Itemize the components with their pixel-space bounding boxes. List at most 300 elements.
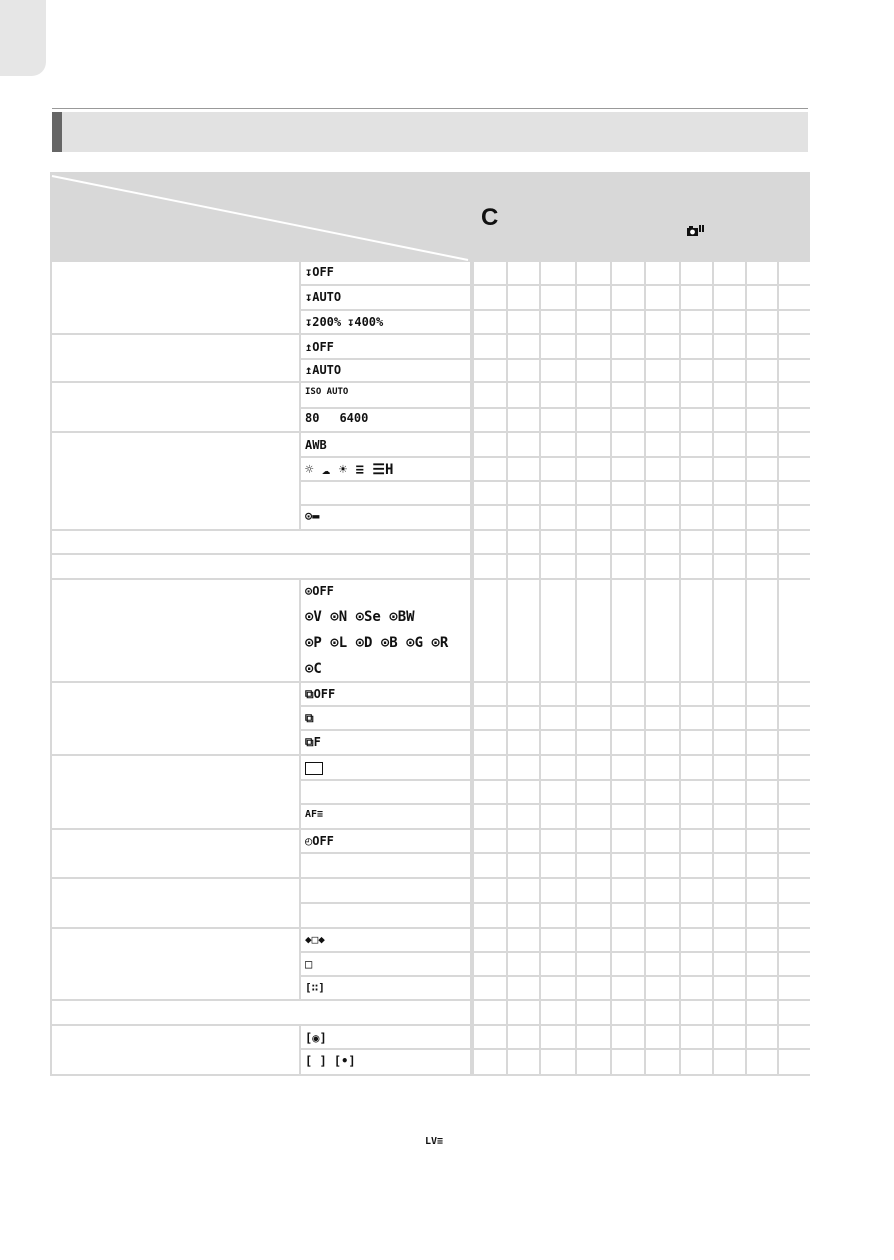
mode-cell — [577, 335, 610, 358]
mode-cell — [577, 555, 610, 578]
mode-cell — [577, 854, 610, 877]
mode-cell — [681, 383, 712, 407]
mode-cell — [779, 383, 810, 407]
mode-cell — [714, 904, 745, 927]
mode-cell — [747, 781, 777, 803]
mode-cell — [474, 555, 506, 578]
mode-cell — [779, 879, 810, 902]
mode-cell — [681, 781, 712, 803]
mode-cell — [747, 555, 777, 578]
mode-cell — [577, 756, 610, 779]
mode-cell — [779, 1050, 810, 1074]
mode-cell — [474, 580, 506, 681]
mode-cell — [714, 286, 745, 309]
mode-cell — [474, 482, 506, 504]
mode-cell — [681, 409, 712, 431]
mode-cell — [612, 854, 644, 877]
mode-cell — [577, 879, 610, 902]
mode-cell — [747, 335, 777, 358]
mode-cell — [474, 904, 506, 927]
mode-cell — [612, 731, 644, 754]
mode-cell — [646, 953, 679, 975]
mode-cell — [681, 731, 712, 754]
mode-cell — [646, 1026, 679, 1048]
mode-c-label: C — [481, 204, 499, 231]
flash-auto-icon: ↧AUTO — [305, 290, 342, 304]
mode-cell — [747, 683, 777, 705]
mode-cell — [612, 286, 644, 309]
mode-cell — [646, 383, 679, 407]
my-colors-row2-icons: ⊙P ⊙L ⊙D ⊙B ⊙G ⊙R — [305, 635, 449, 651]
header-scene-cell — [779, 204, 810, 260]
mode-cell — [474, 311, 506, 333]
mode-cell — [508, 731, 539, 754]
mode-cell — [747, 580, 777, 681]
mode-cell — [747, 879, 777, 902]
mode-cell — [779, 929, 810, 951]
mode-cell — [508, 311, 539, 333]
mode-cell — [541, 929, 575, 951]
mode-cell — [541, 506, 575, 529]
mode-cell — [577, 805, 610, 828]
mode-cell — [612, 929, 644, 951]
mode-cell — [508, 555, 539, 578]
mode-cell — [747, 830, 777, 852]
awb-icon: AWB — [305, 438, 327, 452]
redeye-auto-icon: ↥AUTO — [305, 363, 342, 377]
mode-cell — [612, 805, 644, 828]
mode-cell — [474, 1001, 506, 1024]
mode-cell — [508, 531, 539, 553]
mode-cell — [541, 879, 575, 902]
flash-compensation-icons: ↧200% ↧400% — [305, 315, 384, 329]
mode-cell — [612, 555, 644, 578]
mode-cell — [646, 360, 679, 381]
mode-cell — [779, 805, 810, 828]
mode-cell — [474, 977, 506, 999]
mode-cell — [779, 335, 810, 358]
header-mode-cell — [508, 174, 539, 260]
drive-continuous-af-icon: AF≡ — [305, 809, 324, 820]
mode-cell — [612, 531, 644, 553]
my-colors-row3-icons: ⊙C — [305, 661, 322, 677]
mode-cell — [474, 409, 506, 431]
mode-cell — [646, 1001, 679, 1024]
camera-scene-icon — [686, 224, 706, 238]
mode-cell — [474, 731, 506, 754]
drive-single-icon — [305, 762, 323, 775]
mode-cell — [646, 286, 679, 309]
mode-cell — [541, 335, 575, 358]
mode-cell — [714, 805, 745, 828]
row-option-cell — [301, 929, 470, 951]
exposure-bracketing-icon: ⧉ — [305, 711, 314, 725]
mode-cell — [714, 458, 745, 480]
mode-cell — [681, 683, 712, 705]
mode-cell — [681, 830, 712, 852]
mode-cell — [779, 433, 810, 456]
mode-cell — [747, 458, 777, 480]
mode-cell — [474, 458, 506, 480]
row-option-cell — [301, 904, 470, 927]
mode-cell — [541, 707, 575, 729]
mode-cell — [612, 953, 644, 975]
mode-cell — [541, 555, 575, 578]
mode-cell — [681, 1050, 712, 1074]
mode-cell — [681, 311, 712, 333]
mode-cell — [779, 506, 810, 529]
mode-cell — [681, 482, 712, 504]
mode-cell — [779, 953, 810, 975]
mode-cell — [508, 1050, 539, 1074]
row-label-cell — [52, 433, 299, 529]
mode-cell — [612, 683, 644, 705]
row-label-cell-wide — [52, 531, 470, 553]
mode-cell — [747, 409, 777, 431]
row-label-cell — [52, 929, 299, 999]
metering-evaluative-icon: [◉] — [305, 1031, 327, 1045]
mode-cell — [681, 1001, 712, 1024]
mode-cell — [646, 781, 679, 803]
row-label-cell — [52, 335, 299, 381]
mode-cell — [474, 707, 506, 729]
row-option-cell — [301, 707, 470, 729]
mode-cell — [714, 756, 745, 779]
continuous-lv-icon: LV≡ — [425, 1136, 444, 1147]
mode-cell — [646, 262, 679, 284]
mode-cell — [714, 555, 745, 578]
mode-cell — [612, 360, 644, 381]
mode-cell — [714, 580, 745, 681]
mode-cell — [646, 929, 679, 951]
mode-cell — [541, 458, 575, 480]
my-colors-off-icon: ⊙OFF — [305, 584, 334, 598]
mode-cell — [508, 433, 539, 456]
mode-cell — [541, 311, 575, 333]
mode-cell — [747, 707, 777, 729]
mode-cell — [508, 953, 539, 975]
mode-cell — [646, 904, 679, 927]
mode-cell — [714, 409, 745, 431]
mode-cell — [474, 262, 506, 284]
mode-cell — [646, 854, 679, 877]
af-frame-face-icon: [∷] — [305, 981, 325, 994]
mode-cell — [714, 1001, 745, 1024]
mode-cell — [646, 756, 679, 779]
mode-cell — [508, 977, 539, 999]
mode-cell — [646, 506, 679, 529]
mode-cell — [681, 506, 712, 529]
mode-cell — [577, 409, 610, 431]
metering-centerweighted-spot-icons: [ ] [•] — [305, 1054, 356, 1068]
mode-cell — [747, 531, 777, 553]
iso-auto-icon: ISO AUTO — [305, 387, 349, 397]
row-label-cell-wide — [52, 1001, 470, 1024]
row-label-cell — [52, 683, 299, 754]
mode-cell — [681, 929, 712, 951]
mode-cell — [612, 904, 644, 927]
mode-cell — [612, 383, 644, 407]
iso-range-icons: 80 6400 — [305, 411, 369, 425]
function-availability-table — [50, 172, 810, 1076]
mode-cell — [714, 977, 745, 999]
mode-cell — [779, 286, 810, 309]
mode-cell — [714, 383, 745, 407]
mode-cell — [681, 531, 712, 553]
mode-cell — [577, 904, 610, 927]
mode-cell — [646, 580, 679, 681]
header-scene-cell — [747, 204, 777, 260]
mode-cell — [612, 1026, 644, 1048]
mode-cell — [714, 953, 745, 975]
mode-cell — [779, 854, 810, 877]
mode-cell — [646, 555, 679, 578]
mode-cell — [577, 286, 610, 309]
section-header-bar — [52, 112, 808, 152]
mode-cell — [747, 1050, 777, 1074]
mode-cell — [714, 1050, 745, 1074]
mode-cell — [714, 1026, 745, 1048]
mode-cell — [612, 830, 644, 852]
mode-cell — [474, 830, 506, 852]
mode-cell — [714, 707, 745, 729]
mode-cell — [714, 433, 745, 456]
mode-cell — [747, 1001, 777, 1024]
mode-cell — [508, 1026, 539, 1048]
row-label-cell — [52, 1026, 299, 1074]
mode-cell — [779, 1001, 810, 1024]
mode-cell — [541, 1026, 575, 1048]
mode-cell — [646, 977, 679, 999]
mode-cell — [508, 409, 539, 431]
mode-cell — [474, 781, 506, 803]
mode-cell — [646, 731, 679, 754]
mode-cell — [681, 360, 712, 381]
mode-cell — [779, 531, 810, 553]
mode-cell — [779, 977, 810, 999]
mode-cell — [541, 262, 575, 284]
mode-cell — [577, 781, 610, 803]
mode-cell — [747, 953, 777, 975]
mode-cell — [577, 683, 610, 705]
mode-cell — [779, 1026, 810, 1048]
mode-cell — [474, 854, 506, 877]
mode-cell — [508, 360, 539, 381]
mode-cell — [474, 433, 506, 456]
mode-cell — [747, 904, 777, 927]
mode-cell — [541, 1050, 575, 1074]
row-option-cell — [301, 805, 470, 828]
mode-cell — [714, 360, 745, 381]
mode-cell — [577, 707, 610, 729]
mode-cell — [541, 854, 575, 877]
mode-cell — [747, 929, 777, 951]
mode-cell — [508, 929, 539, 951]
mode-cell — [508, 830, 539, 852]
mode-cell — [474, 506, 506, 529]
row-option-cell — [301, 731, 470, 754]
mode-cell — [474, 286, 506, 309]
mode-cell — [646, 482, 679, 504]
mode-cell — [508, 458, 539, 480]
flash-off-icon: ↧OFF — [305, 265, 334, 279]
mode-cell — [474, 1050, 506, 1074]
mode-cell — [681, 335, 712, 358]
mode-cell — [779, 311, 810, 333]
mode-cell — [779, 781, 810, 803]
bracketing-off-icon: ⧉OFF — [305, 687, 336, 701]
mode-cell — [681, 879, 712, 902]
mode-cell — [474, 805, 506, 828]
mode-cell — [681, 977, 712, 999]
mode-cell — [474, 929, 506, 951]
mode-cell — [747, 286, 777, 309]
mode-cell — [612, 311, 644, 333]
mode-cell — [747, 311, 777, 333]
mode-cell — [612, 262, 644, 284]
mode-cell — [541, 433, 575, 456]
mode-cell — [508, 262, 539, 284]
mode-cell — [714, 731, 745, 754]
mode-cell — [646, 830, 679, 852]
mode-cell — [577, 311, 610, 333]
mode-cell — [681, 854, 712, 877]
mode-cell — [646, 433, 679, 456]
self-timer-off-icon: ◴OFF — [305, 834, 334, 848]
mode-cell — [747, 383, 777, 407]
mode-cell — [747, 433, 777, 456]
redeye-off-icon: ↥OFF — [305, 340, 334, 354]
header-mode-cell — [577, 174, 610, 260]
mode-cell — [541, 805, 575, 828]
mode-cell — [681, 805, 712, 828]
focus-bracketing-icon: ⧉F — [305, 735, 321, 749]
mode-cell — [747, 731, 777, 754]
mode-cell — [612, 482, 644, 504]
mode-cell — [577, 383, 610, 407]
mode-cell — [779, 731, 810, 754]
mode-cell — [646, 879, 679, 902]
mode-cell — [577, 830, 610, 852]
mode-cell — [577, 458, 610, 480]
header-scene-cell — [714, 204, 745, 260]
mode-cell — [474, 1026, 506, 1048]
mode-cell — [508, 879, 539, 902]
mode-cell — [612, 756, 644, 779]
af-frame-center-movable-icon: ◆□◆ — [305, 933, 325, 946]
mode-cell — [779, 756, 810, 779]
mode-cell — [779, 707, 810, 729]
row-label-cell-wide — [52, 555, 470, 578]
mode-cell — [779, 482, 810, 504]
mode-cell — [541, 953, 575, 975]
mode-cell — [474, 531, 506, 553]
row-option-cell — [301, 756, 470, 779]
mode-cell — [747, 360, 777, 381]
row-option-cell — [301, 482, 470, 504]
mode-cell — [714, 482, 745, 504]
mode-cell — [612, 433, 644, 456]
my-colors-row1-icons: ⊙V ⊙N ⊙Se ⊙BW — [305, 609, 415, 625]
mode-cell — [612, 977, 644, 999]
mode-cell — [541, 360, 575, 381]
mode-cell — [714, 335, 745, 358]
mode-cell — [541, 977, 575, 999]
mode-cell — [577, 531, 610, 553]
mode-cell — [508, 482, 539, 504]
row-label-cell — [52, 756, 299, 828]
mode-cell — [681, 286, 712, 309]
mode-cell — [779, 360, 810, 381]
mode-cell — [747, 977, 777, 999]
mode-cell — [541, 286, 575, 309]
mode-cell — [747, 756, 777, 779]
mode-cell — [508, 805, 539, 828]
row-label-cell — [52, 262, 299, 333]
row-option-cell — [301, 879, 470, 902]
mode-cell — [681, 580, 712, 681]
mode-cell — [714, 506, 745, 529]
header-diagonal-line — [50, 174, 470, 264]
mode-cell — [646, 409, 679, 431]
mode-cell — [508, 335, 539, 358]
mode-cell — [681, 953, 712, 975]
mode-cell — [612, 506, 644, 529]
mode-cell — [541, 683, 575, 705]
mode-cell — [646, 531, 679, 553]
mode-cell — [508, 580, 539, 681]
mode-cell — [541, 904, 575, 927]
mode-cell — [646, 707, 679, 729]
mode-cell — [474, 879, 506, 902]
mode-cell — [612, 580, 644, 681]
mode-cell — [577, 482, 610, 504]
mode-cell — [541, 383, 575, 407]
mode-cell — [612, 409, 644, 431]
mode-cell — [541, 781, 575, 803]
mode-cell — [577, 580, 610, 681]
header-mode-cell — [612, 174, 644, 260]
mode-cell — [779, 409, 810, 431]
mode-cell — [577, 506, 610, 529]
mode-cell — [612, 707, 644, 729]
mode-cell — [577, 1050, 610, 1074]
mode-cell — [747, 262, 777, 284]
mode-cell — [577, 929, 610, 951]
mode-cell — [612, 458, 644, 480]
mode-cell — [577, 1026, 610, 1048]
mode-cell — [714, 531, 745, 553]
mode-cell — [577, 262, 610, 284]
mode-cell — [541, 482, 575, 504]
af-frame-center-icon: □ — [305, 957, 313, 971]
mode-cell — [577, 1001, 610, 1024]
mode-cell — [747, 1026, 777, 1048]
mode-cell — [646, 458, 679, 480]
mode-cell — [681, 1026, 712, 1048]
mode-cell — [612, 879, 644, 902]
mode-cell — [508, 1001, 539, 1024]
mode-cell — [541, 409, 575, 431]
custom-white-balance-icon: ⊙▬ — [305, 509, 320, 523]
mode-cell — [508, 683, 539, 705]
mode-cell — [714, 683, 745, 705]
mode-cell — [612, 781, 644, 803]
mode-cell — [541, 830, 575, 852]
mode-cell — [681, 262, 712, 284]
row-label-cell — [52, 830, 299, 877]
mode-cell — [779, 262, 810, 284]
